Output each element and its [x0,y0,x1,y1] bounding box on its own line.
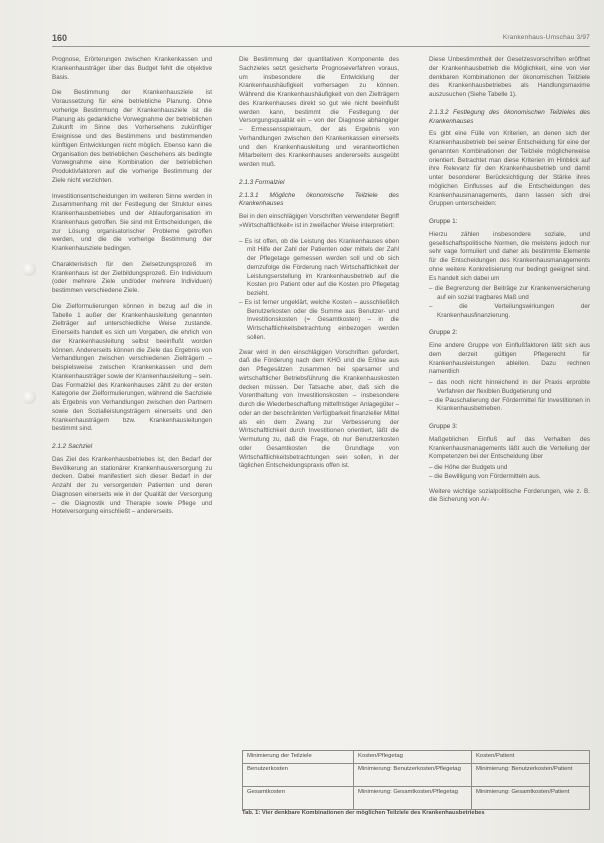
paragraph: Maßgeblichen Einfluß auf das Verhalten des Krankenhausmanagements läßt auch die Verteilung der Kompetenzen bei der Entscheidung über [429,435,590,461]
running-title: Krankenhaus-Umschau 3/97 [502,34,590,41]
list-item: – Es ist offen, ob die Leistung des Krankenhauses eben mit Hilfe der Zahl der Patienten oder mittels der Zahl der Pflegetage gemessen werden soll und ob sich demzufolge die Förderung nach Wirtschaftlichkeit der Leistungserstellung im Krankenhausbetrieb auf die Kosten pro Patient oder auf die Kosten pro Pflegetag bezieht. [239,237,399,297]
list-item: – die Höhe der Budgets und [429,464,508,471]
paragraph: Es gibt eine Fülle von Kriterien, an denen sich der Krankenhausbetrieb bei seiner Entscheidung für eine der genannten Kombinationen der Teilziele möglicherweise orientiert. Betrachtet man diese Kriterien im Hinblick auf ihre Relevanz für den Krankenhausbetrieb und damit unter besonderer Berücksichtigung der Stärke ihres möglichen Einflusses auf die Entscheidungen des Krankenhausmanagements, dann lassen sich drei Gruppen unterscheiden: [429,130,590,208]
header-rule [52,46,590,47]
table-caption: Tab. 1: Vier denkbare Kombinationen der möglichen Teilziele des Krankenhausbetriebes [242,810,485,816]
table-row [243,764,590,787]
paragraph: Hierzu zählen insbesondere soziale, und gesellschaftspolitische Normen, die meistens jedoch nur sehr vage formuliert und daher als bestimmte Elemente für die Entscheidungen des Krankenhausmanagements ohne weitere Konkretisierung nur bedingt geeignet sind. Es handelt sich dabei um [429,230,590,282]
page-number: 160 [52,33,68,43]
paragraph: Die Zielformulierungen können in bezug auf die in Tabelle 1 außer der Krankenhausleitung genannten Zielträger auf unterschiedliche Weise zustande. Einerseits handelt es sich um Vorgaben, die ehrlich von der Krankenhausleitung selbst beeinflußt worden können. Andererseits können die Ziele das Ergebnis von Verhandlungen zwischen verschiedenen Zielträgern – beispielsweise zwischen Krankenkassen und dem Krankenhausträger sowie der Krankenhausleitung – sein. Das Formalziel des Krankenhauses zählt zu der ersten Kategorie der Zielformulierungen, während die Sachziele als Ergebnis von Verhandlungen zwischen den Partnern sowie den Sozialleistungsträgern einerseits und den Krankenhausträgern bzw. Krankenhausleitungen bestimmt sind. [52,302,212,433]
combinations-table [242,750,590,810]
table-cell: Gesamtkosten [243,787,354,810]
table-row [243,787,590,810]
column-middle [239,56,399,478]
table-cell: Minimierung: Gesamtkosten/Patient [472,787,590,810]
paragraph: Zwar wird in den einschlägigen Vorschriften gefordert, daß die Förderung nach dem KHG und die Erlöse aus den Pflegesätzen zusammen bei sparsamer und wirtschaftlicher Betriebsführung die Krankenhauskosten decken müssen. Der Tatsache aber, daß sich die Vorenthaltung von Investitionskosten – insbesondere durch die Wiederbeschaffung mittelfristiger Anlagegüter – oder an der beschränkten Verfügbarkeit finanzieller Mittel als ein dem Zwang zur Verbesserung der Wirtschaftlichkeit durch Investitionen orientiert, läßt die Vermutung zu, daß die Frage, ob nur Benutzerkosten oder Gesamtkosten die Grundlage von Wirtschaftlichkeitsbetrachtungen sein sollen, in der täglichen Entscheidungspraxis offen ist. [239,348,399,470]
table-header-cell: Minimierung der Teilziele [243,751,354,764]
column-left [52,56,212,524]
list-item: – die Begrenzung der Beiträge zur Krankenversicherung auf ein sozial tragbares Maß und [429,285,590,301]
paragraph: Das Ziel des Krankenhausbetriebes ist, den Bedarf der Bevölkerung an stationärer Krankenhausversorgung zu decken. Dabei manifestiert sich dieser Bedarf in der Anzahl der zu versorgenden Patienten und deren Diagnosen einerseits wie in der Qualität der Versorgung – die Diagnostik und Therapie sowie Pflege und Hotelversorgung einschließt – andererseits. [52,455,212,516]
list-item: – die Verteilungswirkungen der Krankenhausfinanzierung. [429,302,590,319]
paragraph: Eine andere Gruppe von Einflußfaktoren läßt sich aus dem derzeit gültigen Pflegerecht für Krankenhausleistungen ableiten. Dazu rechnen namentlich [429,342,590,376]
subsection-heading: 2.1.3.2 Festlegung des ökonomischen Teilzieles des Krankenhauses [429,108,590,125]
paragraph: Die Bestimmung der Krankenhausziele ist Voraussetzung für eine betriebliche Planung. Ohne vorherige Bestimmung der Krankenhausziele ist die Planung als gedankliche Vorwegnahme der betrieblichen Zukunft im Sinne des Vorhersehens zukünftiger Ereignisse und des Bestimmens und bestimmenden künftigen Entwicklungen nicht möglich. Ebenso kann die Organisation des betrieblichen Geschehens als bedingte Vorwegnahme eine Kombination der betrieblichen Produktivfaktoren auf die vorherige Bestimmung der Ziele nicht verzichten. [52,89,212,184]
subsection-heading: 2.1.3.1 Mögliche ökonomische Teilziele des Krankenhauses [239,191,399,208]
table-cell: Minimierung: Benutzerkosten/Pflegetag [354,764,472,787]
punch-hole-icon [22,390,36,404]
page-header [52,33,590,47]
bullet-list [429,285,590,320]
paragraph: Diese Unbestimmtheit der Gesetzesvorschriften eröffnet der Krankenhausbetrieb die Möglichkeit, eine von vier denkbaren Kombinationen der ökonomischen Teilziele des Krankenhausbetriebes als Handlungsmaxime auszusuchen (Siehe Tabelle 1). [429,56,590,98]
table-header-cell: Kosten/Pflegetag [354,751,472,764]
paragraph: Bei in den einschlägigen Vorschriften verwendeter Begriff »Wirtschaftlichkeit« ist in zweifacher Weise interpretiert: [239,213,399,229]
table-cell: Minimierung: Gesamtkosten/Pflegetag [354,787,472,810]
list-item: – Es ist ferner ungeklärt, welche Kosten – ausschließlich Benutzerkosten oder die Summe aus Benutzer- und Investitionskosten (= Gesamtkosten) – in die Wirtschaftlichkeitsbetrachtung einbezogen werden sollen. [239,298,399,341]
group-heading: Gruppe 1: [429,218,458,225]
bullet-list [429,379,590,414]
paragraph: Charakteristisch für den Zielsetzungsprozeß im Krankenhaus ist der Zielbildungsprozeß. Ein Individuum (oder mehrere Ziele und/oder mehrere Individuen) bestimmen verschiedene Ziele. [52,260,212,294]
table-cell: Benutzerkosten [243,764,354,787]
group-heading: Gruppe 2: [429,329,458,337]
bullet-list [429,464,590,482]
list-item: – die Bewilligung von Fördermitteln aus. [429,472,541,480]
list-item: – das noch nicht hinreichend in der Praxis erprobte Verfahren der flexiblen Budgetierung und [429,379,590,395]
column-right [429,56,590,512]
table-header-cell: Kosten/Patient [472,751,590,764]
paragraph: Weitere wichtige sozialpolitische Forderungen, wie z. B. die Sicherung von Ar- [429,487,590,504]
paragraph: Investitionsentscheidungen im weiteren Sinne werden in Zusammenhang mit der Festlegung der Struktur eines Krankenhausbetriebes und der Ablauforganisation im Krankenhaus getroffen. Sie sind mit Entscheidungen, die zur Lösung organisatorischer Probleme getroffen werden, und die die vorherige Bestimmung der Krankenhausziele bedingen. [52,192,212,252]
section-heading-sachziel: 2.1.2 Sachziel [52,443,93,450]
section-heading-formalziel: 2.1.3 Formalziel [239,178,285,186]
table-header-row [243,751,590,764]
table-cell: Minimierung: Benutzerkosten/Patient [472,764,590,787]
group-heading: Gruppe 3: [429,423,458,430]
punch-hole-icon [22,262,36,276]
paragraph: Prognose, Erörterungen zwischen Krankenkassen und Krankenhausträger über das Budget fehlt die objektive Basis. [52,56,212,81]
bullet-list [239,238,399,343]
paragraph: Die Bestimmung der quantitativen Komponente des Sachzieles setzt gesicherte Prognoseverfahren voraus, um insbesondere die Entwicklung der Krankenhaushäufigkeit vorhersagen zu können. Während die Krankenhaushäufigkeit von den Zielträgern des Krankenhauses direkt so gut wie nicht beeinflußt werden kann, bestimmt die Festlegung der Versorgungsqualität ein – von der Diagnose abhängiger – Ermessensspielraum, der als Ergebnis von Verhandlungen zwischen den Krankenkassen einerseits und den Krankenhausleitung und verantwortlichen Mitarbeitern des Krankenhauses andererseits ausgeübt werden muß. [239,56,399,168]
list-item: – die Pauschalierung der Fördermittel für Investitionen in Krankenhausbetrieben. [429,396,590,413]
